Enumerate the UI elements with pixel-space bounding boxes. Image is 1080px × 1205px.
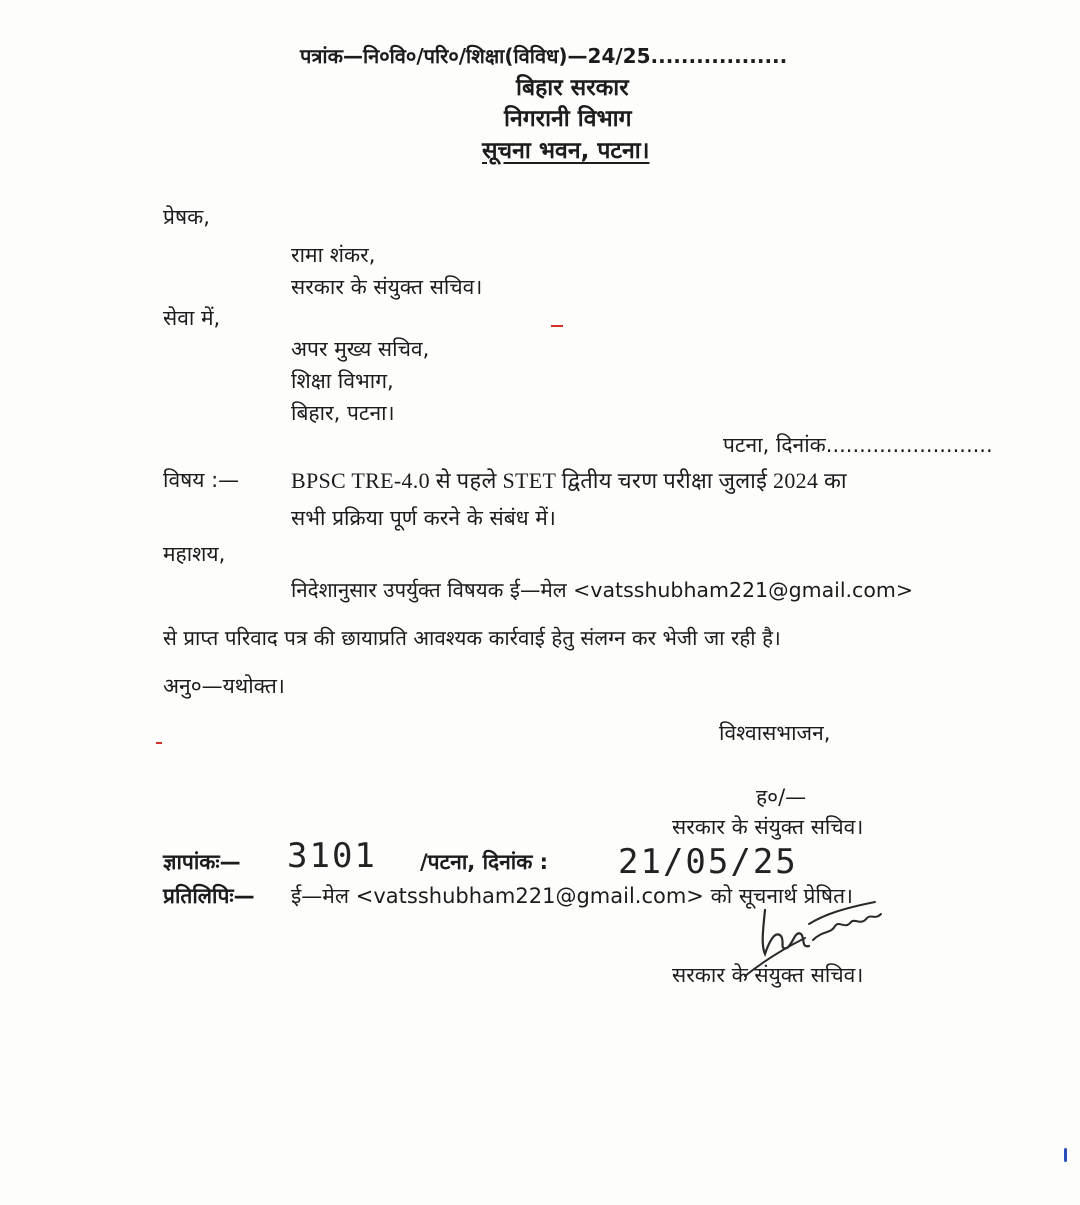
recipient-line-2: शिक्षा विभाग, — [291, 369, 394, 393]
memo-label: ज्ञापांकः— — [163, 850, 241, 874]
closing-designation: सरकार के संयुक्त सचिव। — [672, 815, 864, 839]
office-address: सूचना भवन, पटना। — [482, 138, 650, 164]
signed-mark: ह०/— — [756, 785, 807, 809]
red-ink-dot — [156, 742, 162, 744]
dept-heading: निगरानी विभाग — [504, 106, 632, 132]
sender-name: रामा शंकर, — [291, 243, 376, 267]
recipient-line-1: अपर मुख्य सचिव, — [291, 337, 430, 361]
memo-date-handwritten: 21/05/25 — [618, 842, 798, 882]
copy-label: प्रतिलिपिः— — [163, 884, 255, 908]
reference-number: पत्रांक—नि०वि०/परि०/शिक्षा(विविध)—24/25.................. — [300, 44, 788, 68]
copy-designation: सरकार के संयुक्त सचिव। — [672, 963, 864, 987]
subject-label: विषय :— — [163, 468, 240, 492]
closing-yours-faithfully: विश्वासभाजन, — [719, 721, 831, 745]
body-line-2: से प्राप्त परिवाद पत्र की छायाप्रति आवश्यक कार्रवाई हेतु संलग्न कर भेजी जा रही है। — [163, 626, 781, 650]
place-date: पटना, दिनांक......................... — [723, 433, 993, 457]
memo-place-date-label: /पटना, दिनांक : — [420, 850, 549, 874]
sender-label: प्रेषक, — [163, 205, 210, 229]
body-line-1: निदेशानुसार उपर्युक्त विषयक ई—मेल <vatsshubham221@gmail.com> — [291, 578, 914, 602]
salutation: महाशय, — [163, 542, 226, 566]
govt-heading: बिहार सरकार — [516, 75, 629, 101]
subject-line-2: सभी प्रक्रिया पूर्ण करने के संबंध में। — [291, 506, 556, 530]
enclosure-note: अनु०—यथोक्त। — [163, 674, 285, 698]
recipient-label: सेवा में, — [163, 306, 221, 330]
recipient-line-3: बिहार, पटना। — [291, 401, 395, 425]
copy-text: ई—मेल <vatsshubham221@gmail.com> को सूचनार्थ प्रेषित। — [291, 884, 853, 908]
subject-line-1: BPSC TRE-4.0 से पहले STET द्वितीय चरण परीक्षा जुलाई 2024 का — [291, 468, 847, 493]
memo-number-handwritten: 3101 — [287, 836, 377, 876]
sender-designation: सरकार के संयुक्त सचिव। — [291, 275, 483, 299]
blue-ink-mark — [1064, 1148, 1067, 1162]
red-ink-mark — [551, 325, 563, 327]
